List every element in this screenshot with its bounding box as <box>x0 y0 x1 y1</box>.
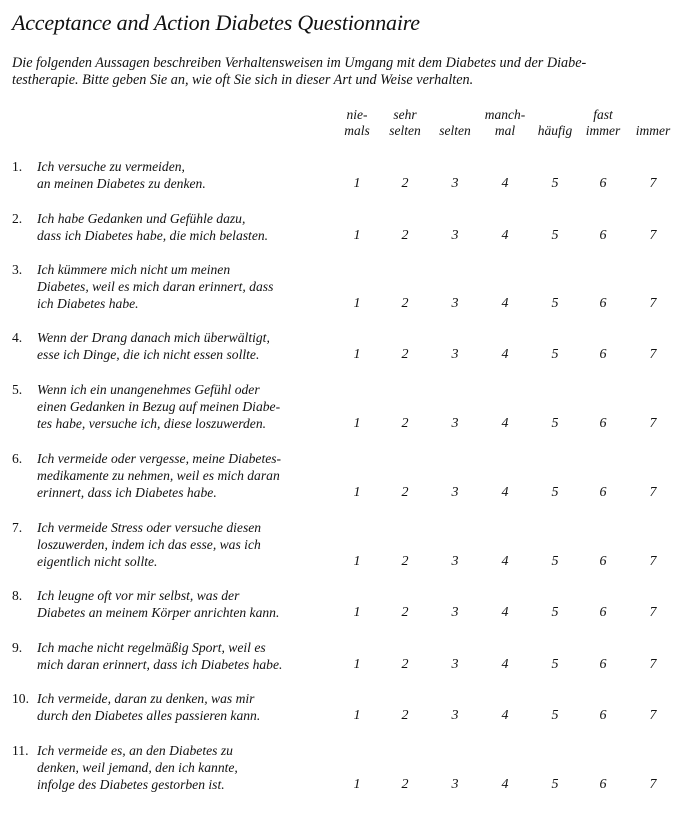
scale-header-4 <box>485 107 526 139</box>
item-text-line: Diabetes, weil es mich daran erinnert, dass <box>37 279 274 294</box>
rating-option-2[interactable]: 2 <box>401 296 409 311</box>
rating-option-5[interactable]: 5 <box>551 605 559 620</box>
rating-option-7[interactable]: 7 <box>649 416 657 431</box>
item-text <box>37 381 280 432</box>
rating-option-5[interactable]: 5 <box>551 347 559 362</box>
item-text-line: ich Diabetes habe. <box>37 296 139 311</box>
item-text-line: Ich kümmere mich nicht um meinen <box>37 262 231 277</box>
rating-option-6[interactable]: 6 <box>599 347 607 362</box>
rating-option-5[interactable]: 5 <box>551 708 559 723</box>
rating-option-7[interactable]: 7 <box>649 777 657 792</box>
item-text-line: Ich vermeide Stress oder versuche diesen <box>37 520 262 535</box>
scale-header-7 <box>636 107 671 139</box>
rating-option-6[interactable]: 6 <box>599 708 607 723</box>
item-text-line: erinnert, dass ich Diabetes habe. <box>37 485 217 500</box>
scale-header-line2: selten <box>439 123 471 138</box>
rating-option-1[interactable]: 1 <box>353 228 361 243</box>
scale-header-line1: nie- <box>346 107 368 122</box>
scale-header-line1 <box>439 107 471 123</box>
rating-option-5[interactable]: 5 <box>551 657 559 672</box>
rating-option-1[interactable]: 1 <box>353 347 361 362</box>
scale-header-6 <box>586 107 621 139</box>
rating-option-1[interactable]: 1 <box>353 485 361 500</box>
rating-option-2[interactable]: 2 <box>401 605 409 620</box>
rating-option-1[interactable]: 1 <box>353 657 361 672</box>
rating-option-3[interactable]: 3 <box>451 228 459 243</box>
rating-option-5[interactable]: 5 <box>551 176 559 191</box>
item-text-line: tes habe, versuche ich, diese loszuwerden. <box>37 416 267 431</box>
rating-option-3[interactable]: 3 <box>451 176 459 191</box>
item-text <box>37 210 268 244</box>
rating-option-5[interactable]: 5 <box>551 485 559 500</box>
rating-option-2[interactable]: 2 <box>401 657 409 672</box>
rating-option-2[interactable]: 2 <box>401 708 409 723</box>
rating-option-1[interactable]: 1 <box>353 708 361 723</box>
item-text-line: Ich leugne oft vor mir selbst, was der <box>37 588 240 603</box>
rating-option-2[interactable]: 2 <box>401 347 409 362</box>
item-number: 1. <box>12 159 23 174</box>
item-number: 3. <box>12 262 23 277</box>
item-text-line: mich daran erinnert, dass ich Diabetes habe. <box>37 657 283 672</box>
rating-option-7[interactable]: 7 <box>649 605 657 620</box>
rating-option-6[interactable]: 6 <box>599 416 607 431</box>
rating-option-6[interactable]: 6 <box>599 176 607 191</box>
rating-option-5[interactable]: 5 <box>551 228 559 243</box>
item-text-line: infolge des Diabetes gestorben ist. <box>37 777 225 792</box>
rating-option-1[interactable]: 1 <box>353 777 361 792</box>
item-text-line: Ich habe Gedanken und Gefühle dazu, <box>37 211 246 226</box>
instructions <box>12 55 682 89</box>
rating-option-3[interactable]: 3 <box>451 657 459 672</box>
scale-header-line2: selten <box>389 123 421 138</box>
rating-option-1[interactable]: 1 <box>353 176 361 191</box>
item-text-line: Ich vermeide oder vergesse, meine Diabetes- <box>37 451 282 466</box>
rating-option-7[interactable]: 7 <box>649 708 657 723</box>
rating-option-2[interactable]: 2 <box>401 228 409 243</box>
instructions-line: testherapie. Bitte geben Sie an, wie oft Sie sich in dieser Art und Weise verhalten. <box>12 72 474 88</box>
item-number: 6. <box>12 451 23 466</box>
item-text <box>37 158 206 192</box>
rating-option-3[interactable]: 3 <box>451 554 459 569</box>
item-number: 10. <box>12 691 29 706</box>
item-text-line: durch den Diabetes alles passieren kann. <box>37 708 261 723</box>
rating-option-5[interactable]: 5 <box>551 416 559 431</box>
item-text-line: loszuwerden, indem ich das esse, was ich <box>37 537 261 552</box>
item-text <box>37 519 261 570</box>
item-text <box>37 690 260 724</box>
rating-option-7[interactable]: 7 <box>649 485 657 500</box>
item-text-line: Diabetes an meinem Körper anrichten kann. <box>37 605 280 620</box>
item-number: 8. <box>12 588 23 603</box>
rating-option-1[interactable]: 1 <box>353 296 361 311</box>
scale-header-1 <box>344 107 370 139</box>
item-text <box>37 261 273 312</box>
rating-option-5[interactable]: 5 <box>551 554 559 569</box>
rating-option-3[interactable]: 3 <box>451 708 459 723</box>
rating-option-2[interactable]: 2 <box>401 777 409 792</box>
scale-header-line1: fast <box>593 107 613 122</box>
rating-option-4[interactable]: 4 <box>501 228 509 243</box>
rating-option-4[interactable]: 4 <box>501 657 509 672</box>
scale-header-line2: mal <box>494 123 516 138</box>
rating-option-4[interactable]: 4 <box>501 777 509 792</box>
scale-header-2 <box>389 107 421 139</box>
rating-option-7[interactable]: 7 <box>649 347 657 362</box>
questionnaire-title: Acceptance and Action Diabetes Questionnaire <box>12 10 420 35</box>
item-text-line: Ich vermeide, daran zu denken, was mir <box>37 691 255 706</box>
rating-option-3[interactable]: 3 <box>451 296 459 311</box>
item-text-line: medikamente zu nehmen, weil es mich daran <box>37 468 280 483</box>
rating-option-3[interactable]: 3 <box>451 605 459 620</box>
rating-option-6[interactable]: 6 <box>599 605 607 620</box>
rating-option-1[interactable]: 1 <box>353 605 361 620</box>
rating-option-3[interactable]: 3 <box>451 777 459 792</box>
item-number: 5. <box>12 382 23 397</box>
rating-option-1[interactable]: 1 <box>353 416 361 431</box>
rating-option-2[interactable]: 2 <box>401 554 409 569</box>
item-text-line: Ich mache nicht regelmäßig Sport, weil es <box>37 640 266 655</box>
rating-option-4[interactable]: 4 <box>501 416 509 431</box>
item-number: 4. <box>12 330 23 345</box>
rating-option-5[interactable]: 5 <box>551 777 559 792</box>
item-text-line: Wenn ich ein unangenehmes Gefühl oder <box>37 382 260 397</box>
rating-option-4[interactable]: 4 <box>501 485 509 500</box>
instructions-line: Die folgenden Aussagen beschreiben Verhaltensweisen im Umgang mit dem Diabetes und der Diabe- <box>12 55 587 71</box>
rating-option-3[interactable]: 3 <box>451 347 459 362</box>
item-text-line: Wenn der Drang danach mich überwältigt, <box>37 330 270 345</box>
item-number: 7. <box>12 520 23 535</box>
scale-header-line1 <box>636 107 671 123</box>
rating-option-4[interactable]: 4 <box>501 347 509 362</box>
item-text-line: dass ich Diabetes habe, die mich belasten. <box>37 228 269 243</box>
rating-option-4[interactable]: 4 <box>501 708 509 723</box>
rating-option-6[interactable]: 6 <box>599 485 607 500</box>
rating-option-7[interactable]: 7 <box>649 296 657 311</box>
rating-option-7[interactable]: 7 <box>649 554 657 569</box>
scale-header-line2: immer <box>635 123 671 138</box>
rating-option-3[interactable]: 3 <box>451 416 459 431</box>
scale-header-line1: sehr <box>393 107 417 122</box>
scale-header-line1: manch- <box>484 107 526 122</box>
item-text-line: an meinen Diabetes zu denken. <box>37 176 206 191</box>
rating-option-6[interactable]: 6 <box>599 554 607 569</box>
rating-option-5[interactable]: 5 <box>551 296 559 311</box>
rating-option-6[interactable]: 6 <box>599 228 607 243</box>
item-text <box>37 639 282 673</box>
scale-header-line2: mals <box>344 123 370 138</box>
item-text-line: denken, weil jemand, den ich kannte, <box>37 760 238 775</box>
item-text <box>37 450 281 501</box>
rating-option-7[interactable]: 7 <box>649 228 657 243</box>
item-text <box>37 329 270 363</box>
scale-header-3 <box>439 107 471 139</box>
rating-option-6[interactable]: 6 <box>599 777 607 792</box>
item-number: 11. <box>12 743 29 758</box>
rating-option-6[interactable]: 6 <box>599 657 607 672</box>
rating-option-4[interactable]: 4 <box>501 296 509 311</box>
scale-header-line1 <box>538 107 573 123</box>
item-number: 9. <box>12 640 23 655</box>
rating-option-7[interactable]: 7 <box>649 657 657 672</box>
scale-header-line2: häufig <box>537 123 573 138</box>
rating-option-3[interactable]: 3 <box>451 485 459 500</box>
item-text-line: esse ich Dinge, die ich nicht essen sollte. <box>37 347 260 362</box>
item-text-line: eigentlich nicht sollte. <box>37 554 158 569</box>
rating-option-4[interactable]: 4 <box>501 176 509 191</box>
rating-option-2[interactable]: 2 <box>401 416 409 431</box>
rating-option-4[interactable]: 4 <box>501 554 509 569</box>
scale-header-5 <box>538 107 573 139</box>
rating-option-7[interactable]: 7 <box>649 176 657 191</box>
item-text-line: einen Gedanken in Bezug auf meinen Diabe- <box>37 399 281 414</box>
rating-option-2[interactable]: 2 <box>401 176 409 191</box>
item-text-line: Ich vermeide es, an den Diabetes zu <box>37 743 233 758</box>
rating-option-4[interactable]: 4 <box>501 605 509 620</box>
item-text-line: Ich versuche zu vermeiden, <box>37 159 185 174</box>
rating-option-1[interactable]: 1 <box>353 554 361 569</box>
rating-option-6[interactable]: 6 <box>599 296 607 311</box>
scale-header-line2: immer <box>585 123 621 138</box>
item-number: 2. <box>12 211 23 226</box>
item-text <box>37 587 279 621</box>
item-text <box>37 742 238 793</box>
rating-option-2[interactable]: 2 <box>401 485 409 500</box>
